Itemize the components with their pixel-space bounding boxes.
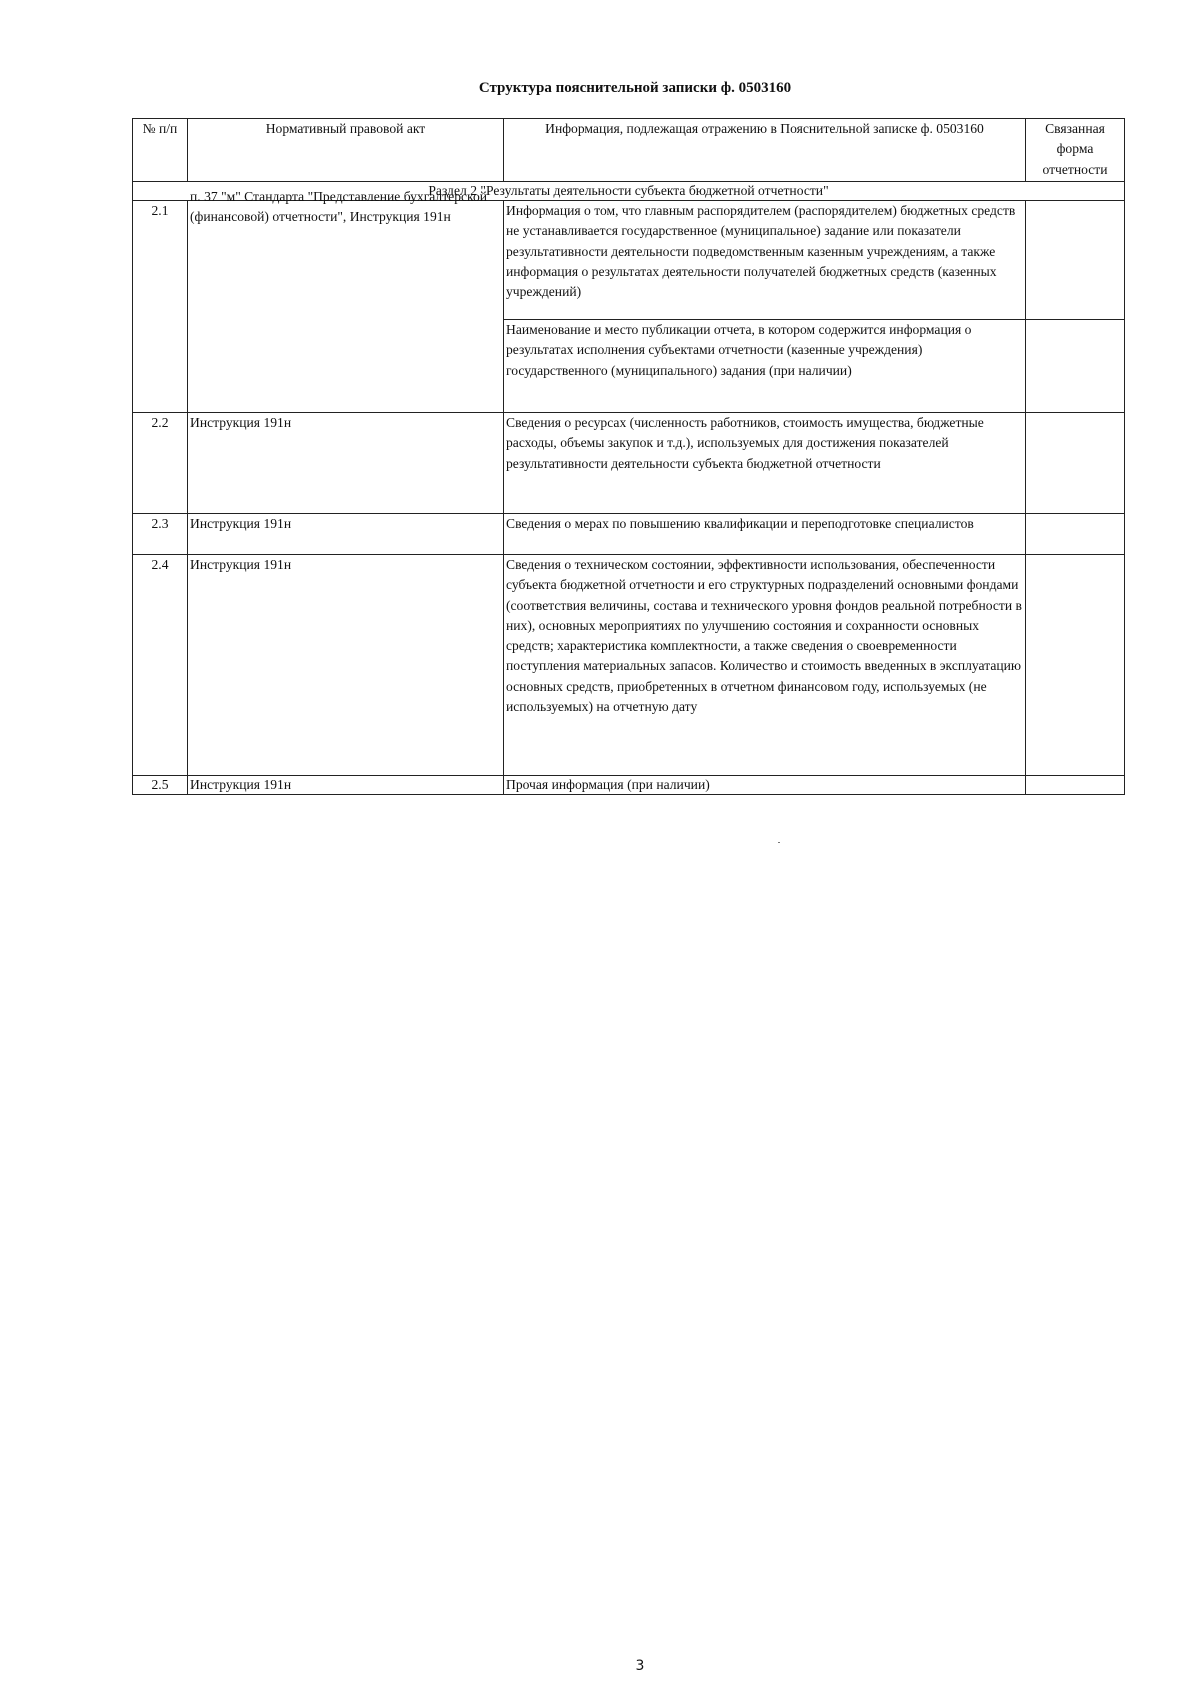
- row-num: 2.5: [133, 776, 188, 795]
- table-header-row: [133, 119, 1125, 182]
- header-act: Нормативный правовой акт: [188, 119, 504, 182]
- header-form: Связанная форма отчетности: [1026, 119, 1125, 182]
- row-form: [1026, 201, 1125, 320]
- row-act: Инструкция 191н: [188, 413, 504, 514]
- row-info: Наименование и место публикации отчета, в котором содержится информация о результатах исполнения субъектами отчетности (казенные учреждения) государственного (муниципального) задания (при наличии): [504, 320, 1026, 413]
- row-act-text: п. 37 "м" Стандарта "Представление бухгалтерской (финансовой) отчетности", Инструкция 191н: [190, 189, 488, 225]
- row-num: 2.2: [133, 413, 188, 514]
- table-row: [133, 413, 1125, 514]
- section-title: Раздел 2 "Результаты деятельности субъекта бюджетной отчетности": [133, 182, 1125, 201]
- row-info: Сведения о мерах по повышению квалификации и переподготовке специалистов: [504, 514, 1026, 555]
- scan-speck: [778, 842, 780, 843]
- row-info: Сведения о техническом состоянии, эффективности использования, обеспеченности субъекта бюджетной отчетности и его структурных подразделений основными фондами (соответствия величины, состава и технического уровня фондов реальной потребности в них), основных мероприятиях по улучшению состояния и сохранности основных средств; характеристика комплектности, а также сведения о своевременности поступления материальных запасов. Количество и стоимость введенных в эксплуатацию основных средств, приобретенных в отчетном финансовом году, используемых (не используемых) на отчетную дату: [504, 555, 1026, 776]
- table-row: [133, 201, 1125, 320]
- row-form: [1026, 555, 1125, 776]
- header-num: № п/п: [133, 119, 188, 182]
- page-number: 3: [635, 1658, 645, 1674]
- table-row: [133, 776, 1125, 795]
- table-row: [133, 555, 1125, 776]
- explanatory-note-table: [132, 118, 1125, 795]
- row-form: [1026, 320, 1125, 413]
- row-info: Информация о том, что главным распорядителем (распорядителем) бюджетных средств не устанавливается государственное (муниципальное) задание или показатели результативности деятельности подведомственным казенным учреждениям, а также информация о результатах деятельности получателей бюджетных средств (казенных учреждений): [504, 201, 1026, 320]
- row-act: Инструкция 191н: [188, 555, 504, 776]
- row-num: 2.4: [133, 555, 188, 776]
- row-form: [1026, 514, 1125, 555]
- row-form: [1026, 776, 1125, 795]
- row-form: [1026, 413, 1125, 514]
- row-info: Сведения о ресурсах (численность работников, стоимость имущества, бюджетные расходы, объемы закупок и т.д.), используемых для достижения показателей результативности деятельности субъекта бюджетной отчетности: [504, 413, 1026, 514]
- row-num: 2.3: [133, 514, 188, 555]
- document-title: Структура пояснительной записки ф. 0503160: [478, 80, 792, 96]
- table-row: [133, 514, 1125, 555]
- row-info: Прочая информация (при наличии): [504, 776, 1026, 795]
- row-act: [188, 189, 504, 413]
- header-info: Информация, подлежащая отражению в Пояснительной записке ф. 0503160: [504, 119, 1026, 182]
- row-act: Инструкция 191н: [188, 776, 504, 795]
- row-num: 2.1: [133, 201, 188, 413]
- row-act: Инструкция 191н: [188, 514, 504, 555]
